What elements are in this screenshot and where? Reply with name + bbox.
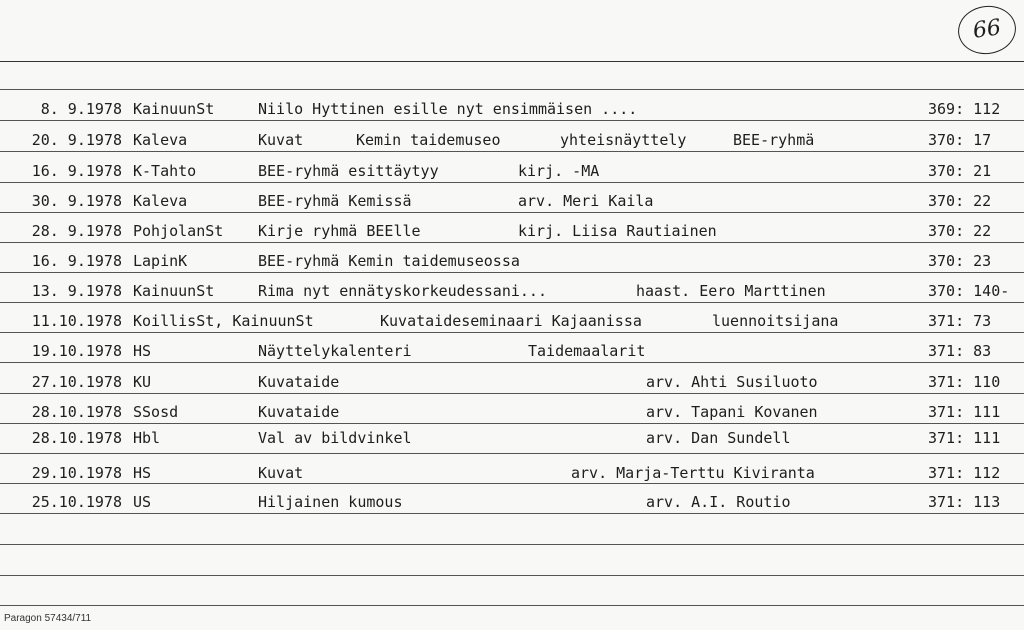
table-row (0, 371, 1024, 393)
entry-author: arv. Meri Kaila (518, 192, 654, 210)
entry-date: 16. 9.1978 (31, 162, 122, 180)
entry-source: US (133, 493, 152, 511)
entry-ref: 370: 22 (928, 222, 992, 240)
entry-ref: 370: 17 (928, 131, 992, 149)
entry-date: 30. 9.1978 (31, 192, 122, 210)
entry-source: Kaleva (133, 192, 188, 210)
rule-line (0, 453, 1024, 454)
entry-title: Kuvataideseminaari Kajaanissa (380, 312, 642, 330)
table-row (0, 160, 1024, 182)
table-row (0, 427, 1024, 449)
table-row (0, 491, 1024, 513)
table-row (0, 462, 1024, 484)
entry-source: HS (133, 342, 152, 360)
entry-ref: 371: 83 (928, 342, 992, 360)
entry-title: Niilo Hyttinen esille nyt ensimmäisen .... (258, 100, 638, 118)
entry-source: HS (133, 464, 152, 482)
entry-source: PohjolanSt (133, 222, 224, 240)
entry-source: LapinK (133, 252, 188, 270)
rule-line (0, 605, 1024, 606)
entry-date: 25.10.1978 (31, 493, 122, 511)
rule-line (0, 272, 1024, 273)
rule-line (0, 362, 1024, 363)
table-row (0, 250, 1024, 272)
rule-line (0, 120, 1024, 121)
rule-line (0, 302, 1024, 303)
entry-date: 16. 9.1978 (31, 252, 122, 270)
entry-ref: 369: 112 (928, 100, 1001, 118)
table-row (0, 129, 1024, 151)
entry-ref: 371: 111 (928, 429, 1001, 447)
entry-ref: 371: 110 (928, 373, 1001, 391)
entry-date: 28.10.1978 (31, 403, 122, 421)
rule-line (0, 575, 1024, 576)
rule-line (0, 393, 1024, 394)
entry-title: Kuvat (258, 464, 304, 482)
entry-ref: 370: 22 (928, 192, 992, 210)
table-row (0, 98, 1024, 120)
entry-date: 8. 9.1978 (40, 100, 122, 118)
entry-title: Kirje ryhmä BEElle (258, 222, 421, 240)
entry-title: Kuvataide (258, 373, 340, 391)
header-rule (0, 61, 1024, 62)
entry-source: Kaleva (133, 131, 188, 149)
entry-title: BEE-ryhmä esittäytyy (258, 162, 439, 180)
entry-ref: 370: 140- (928, 282, 1010, 300)
entry-title: Hiljainen kumous (258, 493, 403, 511)
entry-title: Näyttelykalenteri (258, 342, 412, 360)
entry-source: K-Tahto (133, 162, 197, 180)
entry-title: Kemin taidemuseo (356, 131, 501, 149)
entry-date: 28. 9.1978 (31, 222, 122, 240)
entry-date: 27.10.1978 (31, 373, 122, 391)
rule-line (0, 89, 1024, 90)
entry-author: haast. Eero Marttinen (636, 282, 826, 300)
entry-date: 19.10.1978 (31, 342, 122, 360)
entry-author: arv. Marja-Terttu Kiviranta (571, 464, 815, 482)
entry-title: Kuvat (258, 131, 304, 149)
page-number: 66 (955, 2, 1019, 58)
entry-ref: 370: 23 (928, 252, 992, 270)
rule-line (0, 212, 1024, 213)
entry-title: Val av bildvinkel (258, 429, 412, 447)
entry-source: KU (133, 373, 152, 391)
entry-author: arv. Ahti Susiluoto (646, 373, 818, 391)
entry-date: 28.10.1978 (31, 429, 122, 447)
table-row (0, 190, 1024, 212)
entry-author: arv. Tapani Kovanen (646, 403, 818, 421)
entry-source: SSosd (133, 403, 179, 421)
entry-author: Taidemaalarit (528, 342, 646, 360)
entry-author: kirj. -MA (518, 162, 600, 180)
entry-title: BEE-ryhmä Kemissä (258, 192, 412, 210)
card-print-code: Paragon 57434/711 (4, 613, 92, 624)
rule-line (0, 242, 1024, 243)
entry-source: KoillisSt, KainuunSt (133, 312, 314, 330)
entry-title: Rima nyt ennätyskorkeudessani... (258, 282, 547, 300)
entry-author: luennoitsijana (712, 312, 839, 330)
rule-line (0, 513, 1024, 514)
rule-line (0, 423, 1024, 424)
rule-line (0, 332, 1024, 333)
entry-date: 13. 9.1978 (31, 282, 122, 300)
entry-author: arv. Dan Sundell (646, 429, 791, 447)
entry-title: BEE-ryhmä (733, 131, 815, 149)
rule-line (0, 151, 1024, 152)
entry-source: KainuunSt (133, 282, 215, 300)
entry-ref: 370: 21 (928, 162, 992, 180)
table-row (0, 340, 1024, 362)
rule-line (0, 182, 1024, 183)
entry-title: yhteisnäyttely (560, 131, 687, 149)
entry-date: 20. 9.1978 (31, 131, 122, 149)
entry-source: Hbl (133, 429, 161, 447)
entry-ref: 371: 112 (928, 464, 1001, 482)
entry-title: Kuvataide (258, 403, 340, 421)
entry-title: BEE-ryhmä Kemin taidemuseossa (258, 252, 520, 270)
entry-date: 11.10.1978 (31, 312, 122, 330)
entry-source: KainuunSt (133, 100, 215, 118)
entry-author: kirj. Liisa Rautiainen (518, 222, 717, 240)
table-row (0, 220, 1024, 242)
rule-line (0, 544, 1024, 545)
table-row (0, 401, 1024, 423)
entry-ref: 371: 113 (928, 493, 1001, 511)
entry-ref: 371: 111 (928, 403, 1001, 421)
table-row (0, 280, 1024, 302)
entry-ref: 371: 73 (928, 312, 992, 330)
entry-author: arv. A.I. Routio (646, 493, 791, 511)
table-row (0, 310, 1024, 332)
entry-date: 29.10.1978 (31, 464, 122, 482)
